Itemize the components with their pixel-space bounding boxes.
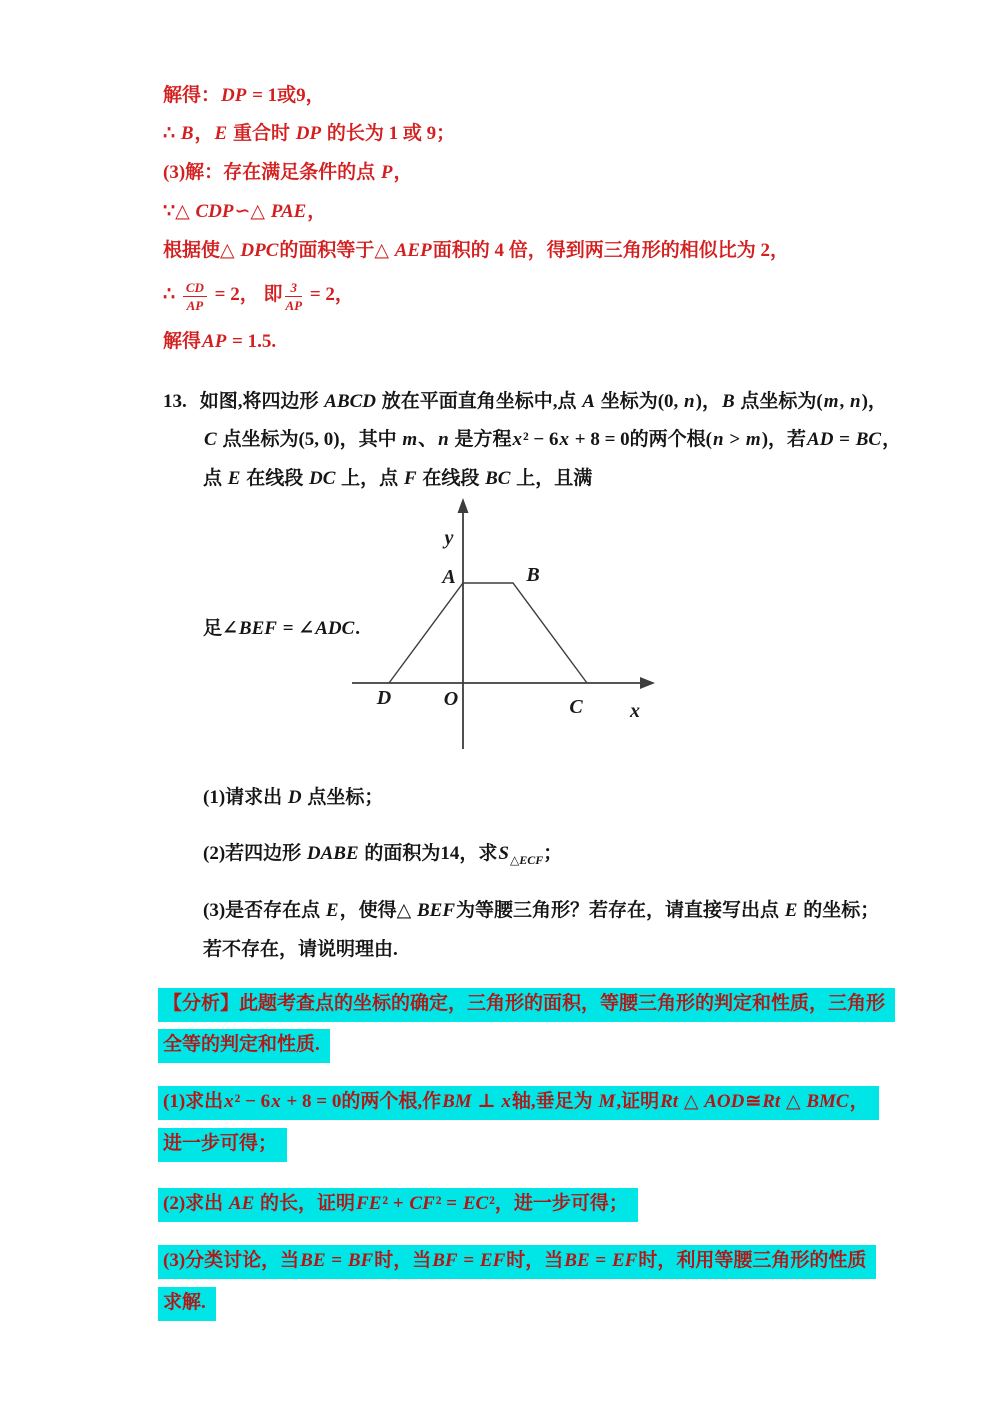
solution-line-1: 解得：DP = 1或9， [163,85,325,106]
problem-line-3: 点 E 在线段 DC 上，点 F 在线段 BC 上，且满 [203,468,593,489]
analysis-line-2-text: 全等的判定和性质. [158,1029,330,1063]
solution-line-7: 解得AP = 1.5. [163,331,277,352]
analysis-line-4-text: 进一步可得； [158,1128,287,1162]
x-axis-arrowhead-icon [640,677,655,689]
analysis-line-4 [158,1128,287,1162]
point-label-c: C [569,696,583,718]
analysis-line-3-text: (1)求出x² − 6x + 8 = 0的两个根,作BM ⊥ x轴,垂足为 M,证明Rt △ AOD≅Rt △ BMC， [158,1086,879,1120]
point-label-a: A [442,566,456,588]
origin-label: O [443,688,459,710]
point-label-d: D [376,687,392,709]
problem-line-2: C 点坐标为(5, 0)，其中 m、n 是方程x² − 6x + 8 = 0的两个根(n > m)，若AD = BC， [204,429,902,450]
analysis-line-3 [158,1086,879,1120]
analysis-line-5-text: (2)求出 AE 的长，证明FE² + CF² = EC²，进一步可得； [158,1188,638,1222]
subquestion-3: (3)是否存在点 E，使得△ BEF为等腰三角形？若存在，请直接写出点 E 的坐标； [203,900,880,921]
problem-number: 13. [163,391,187,412]
subquestion-3b: 若不存在，请说明理由. [203,939,398,960]
analysis-line-7-text: 求解. [158,1287,216,1321]
analysis-line-2 [158,1029,330,1063]
x-axis-label: x [630,700,640,722]
point-label-b: B [526,564,540,586]
trapezoid-dabc [389,583,587,683]
solution-line-4: ∵△ CDP∽△ PAE， [163,201,327,222]
coordinate-figure [345,497,665,763]
solution-line-3: (3)解：存在满足条件的点 P， [163,162,413,183]
problem-line-1-text: 如图,将四边形 ABCD 放在平面直角坐标中,点 A 坐标为(0, n)，B 点坐标为(m, n)， [199,391,887,412]
analysis-line-6 [158,1245,876,1279]
solution-line-6: ∴ $\frac{CD}{AP}$ = 2， 即 $\frac{3}{AP}$ = 2， [163,280,354,313]
subquestion-1: (1)请求出 D 点坐标； [203,787,384,808]
analysis-line-6-text: (3)分类讨论，当BE = BF时，当BF = EF时，当BE = EF时，利用等腰三角形的性质 [158,1245,876,1279]
analysis-line-1 [158,988,895,1022]
problem-line-1 [163,390,887,414]
subquestion-2: (2)若四边形 DABE 的面积为14，求$S_{\triangle ECF}$； [203,843,563,867]
solution-line-5: 根据使△ DPC的面积等于△ AEP面积的 4 倍，得到两三角形的相似比为 2， [163,240,789,261]
y-axis-arrowhead-icon [458,498,469,513]
y-axis-label: y [444,527,454,549]
angle-condition: 足∠BEF = ∠ADC. [203,618,361,639]
analysis-line-5 [158,1188,638,1222]
analysis-line-7 [158,1287,216,1321]
solution-line-2: ∴ B，E 重合时 DP 的长为 1 或 9； [163,123,456,144]
analysis-line-1-text: 【分析】此题考查点的坐标的确定，三角形的面积，等腰三角形的判定和性质，三角形 [158,988,895,1022]
